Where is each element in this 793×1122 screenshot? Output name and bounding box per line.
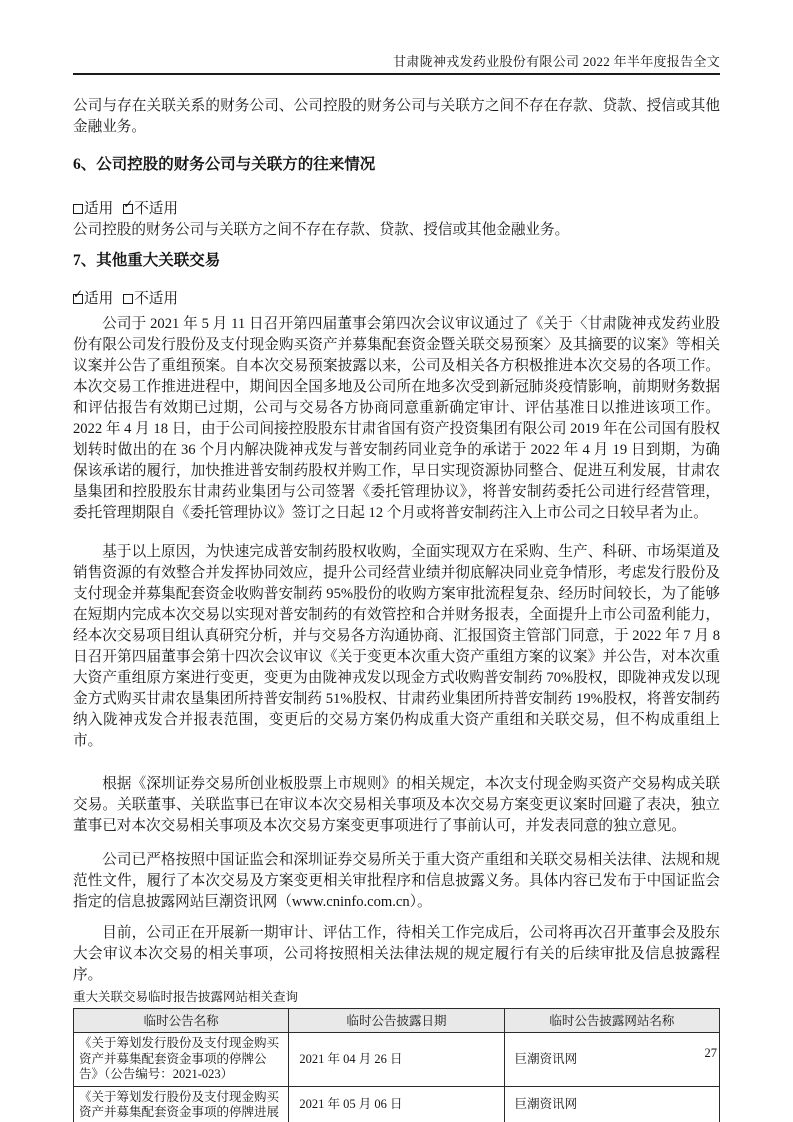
disclosure-date-cell: 2021 年 05 月 06 日: [289, 1086, 504, 1122]
page-header: [73, 0, 720, 75]
section-7-paragraph: 目前，公司正在开展新一期审计、评估工作，待相关工作完成后，公司将再次召开董事会及股东大会审议本次交易的相关事项，公司将按照相关法律法规的规定履行有关的后续审批及信息披露程序。: [73, 925, 720, 983]
not-applicable-label: 不适用: [134, 291, 178, 307]
disclosure-table-caption: 重大关联交易临时报告披露网站相关查询: [73, 990, 299, 1004]
section-7-paragraph: 根据《深圳证券交易所创业板股票上市规则》的相关规定，本次支付现金购买资产交易构成关联交易。关联董事、关联监事已在审议本次交易相关事项及本次交易方案变更议案时回避了表决，独立董事已对本次交易相关事项及本次交易方案变更事项进行了事前认可，并发表同意的独立意见。: [73, 776, 720, 834]
check-mark-icon: ✓: [73, 287, 84, 301]
section-7-paragraph: 公司已严格按照中国证监会和深圳证券交易所关于重大资产重组和关联交易相关法律、法规和规范性文件，履行了本次交易及方案变更相关审批程序和信息披露义务。具体内容已发布于中国证监会指定的信息披露网站巨潮资讯网（www.cninfo.com.cn）。: [73, 852, 720, 910]
check-mark-icon: ✓: [123, 197, 134, 211]
intro-paragraph: 公司与存在关联关系的财务公司、公司控股的财务公司与关联方之间不存在存款、贷款、授信或其他金融业务。: [73, 98, 720, 135]
not-applicable-option: [123, 291, 178, 307]
section-6-heading: 6、公司控股的财务公司与关联方的往来情况: [73, 156, 376, 173]
page-number: 27: [704, 1046, 717, 1060]
section-7-paragraph: 公司于 2021 年 5 月 11 日召开第四届董事会第四次会议审议通过了《关于〈甘肃陇神戎发药业股份有限公司发行股份及支付现金购买资产并募集配套资金暨关联交易预案〉及其摘要的议案》等相关议案并公告了重组预案。自本次交易预案披露以来，公司及相关各方积极推进本次交易的各项工作。本次交易工作推进进程中，期间因全国多地及公司所在地多次受到新冠肺炎疫情影响，前期财务数据和评估报告有效期已过期，公司与交易各方协商同意重新确定审计、评估基准日以推进该项工作。2022 年 4 月 18 日，由于公司间接控股股东甘肃省国有资产投资集团有限公司 2019 年在公司国有股权划转时做出的在 36 个月内解决陇神戎发与普安制药同业竞争的承诺于 2022 年 4 月 19 日到期，为确保该承诺的履行，加快推进普安制药股权并购工作，早日实现资源协同整合、促进互利发展，甘肃农垦集团和控股股东甘肃药业集团与公司签署《委托管理协议》，将普安制药委托公司进行经营管理，委托管理期限自《委托管理协议》签订之日起 12 个月或将普安制药注入上市公司之日较早者为止。: [73, 316, 720, 521]
report-header-title: 甘肃陇神戎发药业股份有限公司 2022 年半年度报告全文: [393, 54, 720, 69]
disclosure-date-cell: 2021 年 04 月 26 日: [289, 1033, 504, 1087]
section-6-body: 公司控股的财务公司与关联方之间不存在存款、贷款、授信或其他金融业务。: [73, 222, 570, 238]
website-name-cell: 巨潮资讯网: [504, 1033, 719, 1087]
table-row: [74, 1033, 720, 1087]
column-header-disclosure-date: 临时公告披露日期: [289, 1009, 504, 1033]
section-7-paragraph: 基于以上原因，为快速完成普安制药股权收购，全面实现双方在采购、生产、科研、市场渠道及销售资源的有效整合并发挥协同效应，提升公司经营业绩并彻底解决同业竞争情形，考虑发行股份及支付现金并募集配套资金收购普安制药 95%股份的收购方案审批流程复杂、经历时间较长，为了能够在短期内完成本次交易以实现对普安制药的有效管控和合并财务报表，全面提升上市公司盈利能力，经本次交易项目组认真研究分析，并与交易各方沟通协商、汇报国资主管部门同意，于 2022 年 7 月 8 日召开第四届董事会第十四次会议审议《关于变更本次重大资产重组方案的议案》并公告，对本次重大资产重组原方案进行变更，变更为由陇神戎发以现金方式收购普安制药 70%股权，即陇神戎发以现金方式购买甘肃农垦集团所持普安制药 51%股权、甘肃药业集团所持普安制药 19%股权，将普安制药纳入陇神戎发合并报表范围，变更后的交易方案仍构成重大资产重组和关联交易，但不构成重组上市。: [73, 544, 720, 749]
column-header-announcement-name: 临时公告名称: [74, 1009, 289, 1033]
page-content: [73, 96, 720, 1122]
announcement-name-cell: 《关于筹划发行股份及支付现金购买资产并募集配套资金事项的停牌公告》（公告编号：2021-023）: [74, 1033, 289, 1087]
section-7-applicability: [73, 289, 720, 310]
not-applicable-label: 不适用: [134, 201, 178, 217]
applicable-label: 适用: [84, 201, 114, 217]
checkbox-checked-icon: [123, 197, 134, 214]
section-7-heading: 7、其他重大关联交易: [73, 252, 221, 269]
table-header-row: [74, 1009, 720, 1033]
column-header-website-name: 临时公告披露网站名称: [504, 1009, 719, 1033]
section-6-applicability: [73, 199, 720, 220]
applicable-label: 适用: [84, 291, 114, 307]
applicable-option: [73, 287, 114, 307]
announcement-name-cell: 《关于筹划发行股份及支付现金购买资产并募集配套资金事项的停牌进展: [74, 1086, 289, 1122]
checkbox-unchecked-icon: [73, 204, 83, 214]
table-row: [74, 1086, 720, 1122]
website-name-cell: 巨潮资讯网: [504, 1086, 719, 1122]
disclosure-table: [73, 1008, 720, 1122]
checkbox-checked-icon: [73, 287, 84, 304]
applicable-option: [73, 201, 113, 217]
not-applicable-option: [123, 197, 178, 217]
checkbox-unchecked-icon: [123, 294, 133, 304]
